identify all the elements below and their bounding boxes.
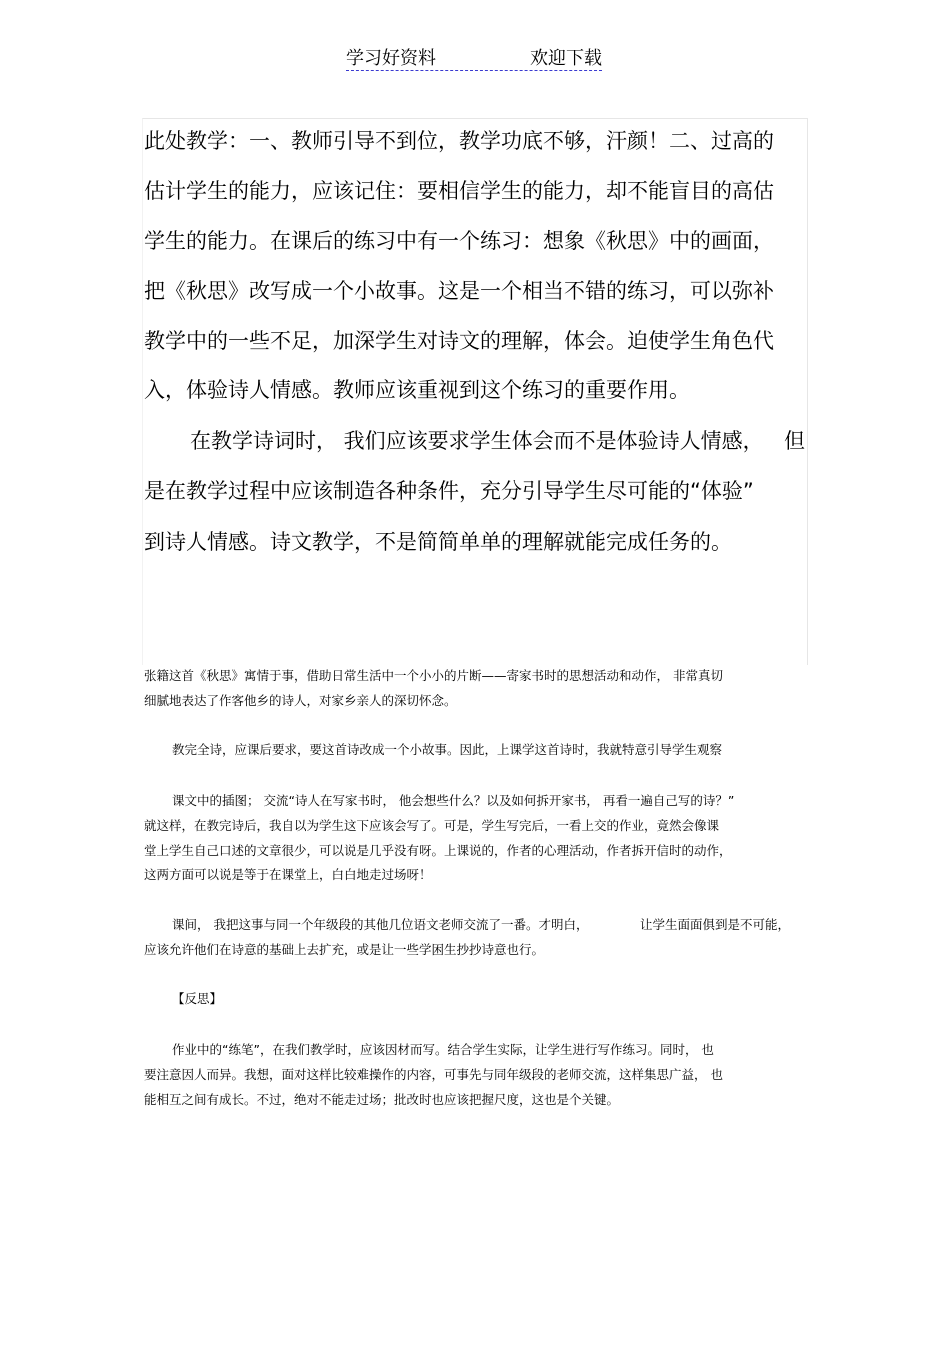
essay-line: 课间， 我把这事与同一个年级段的其他几位语文老师交流了一番。才明白， [172,917,589,932]
essay-line: 就这样，在教完诗后，我自以为学生这下应该会写了。可是，学生写完后，一看上交的作业，竟然会像课 [144,818,720,833]
essay-line: 这两方面可以说是等于在课堂上，白白地走过场呀！ [144,867,432,882]
body-line: 此处教学：一、教师引导不到位，教学功底不够，汗颜！二、过高的 [144,129,774,153]
section-heading-reflection: 【反思】 [172,991,223,1006]
essay-line: 要注意因人而异。我想，面对这样比较难操作的内容，可事先与同年级段的老师交流，这样集思广益， 也 [144,1067,723,1082]
header-left-text: 学习好资料 [346,48,436,69]
body-line: 把《秋思》改写成一个小故事。这是一个相当不错的练习，可以弥补 [144,279,774,303]
essay-line: 作业中的“练笔”，在我们教学时，应该因材而写。结合学生实际，让学生进行写作练习。同时， 也 [172,1042,714,1057]
essay-line: 能相互之间有成长。不过，绝对不能走过场；批改时也应该把握尺度，这也是个关键。 [144,1092,620,1107]
body-line-fragment: 但 [784,429,805,453]
essay-line: 细腻地表达了作客他乡的诗人，对家乡亲人的深切怀念。 [144,693,457,708]
essay-line: 应该允许他们在诗意的基础上去扩充，或是让一些学困生抄抄诗意也行。 [144,942,545,957]
essay-line-fragment: 让学生面面俱到是不可能， [640,917,791,932]
essay-line: 张籍这首《秋思》寓情于事，借助日常生活中一个小小的片断——寄家书时的思想活动和动作， 非常真切 [144,668,723,683]
body-line: 在教学诗词时， 我们应该要求学生体会而不是体验诗人情感， [190,429,764,453]
body-line: 估计学生的能力，应该记住：要相信学生的能力，却不能盲目的高估 [144,179,774,203]
essay-line: 教完全诗，应课后要求，要这首诗改成一个小故事。因此，上课学这首诗时，我就特意引导学生观察 [172,742,723,757]
body-line: 到诗人情感。诗文教学，不是简简单单的理解就能完成任务的。 [144,530,732,554]
essay-line: 课文中的插图； 交流“诗人在写家书时， 他会想些什么？以及如何拆开家书， 再看一遍自己写的诗？” [172,793,735,808]
essay-line: 堂上学生自己口述的文章很少，可以说是几乎没有呀。上课说的，作者的心理活动，作者拆开信时的动作， [144,843,732,858]
page-header [346,46,606,72]
body-line: 是在教学过程中应该制造各种条件，充分引导学生尽可能的“体验” [144,479,754,503]
body-line: 学生的能力。在课后的练习中有一个练习：想象《秋思》中的画面， [144,229,774,253]
header-right-text: 欢迎下载 [530,48,602,69]
header-underline [346,70,602,71]
body-line: 入，体验诗人情感。教师应该重视到这个练习的重要作用。 [144,378,690,402]
body-line: 教学中的一些不足，加深学生对诗文的理解，体会。迫使学生角色代 [144,329,774,353]
